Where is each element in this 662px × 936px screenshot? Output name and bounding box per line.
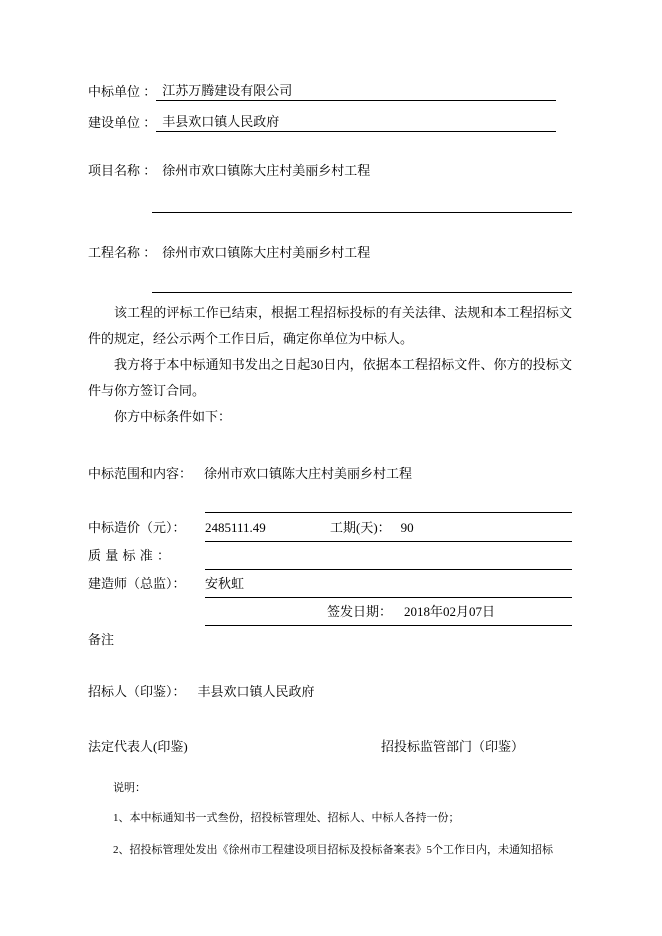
field-builder: [88, 575, 186, 593]
field-value: 丰县欢口镇人民政府: [156, 113, 556, 132]
field-label: 建设单位 ：: [88, 115, 157, 130]
field-project-name: [88, 162, 370, 180]
field-label: 项目名称 ：: [88, 163, 157, 178]
issue-date-value: 2018年02月07日: [404, 604, 496, 619]
tenderer-label: 招标人（印鉴）：: [88, 684, 186, 699]
quality-bottom-line: [205, 569, 572, 570]
field-issue-date: [327, 603, 495, 621]
field-quality: [88, 547, 171, 565]
field-label: 中标单位 ：: [88, 84, 157, 99]
signature-legal-rep-label: 法定代表人(印鉴): [88, 739, 188, 754]
paragraph-2: 我方将于本中标通知书发出之日起30日内，依据本工程招标文件、你方的投标文件与你方签订合同。: [88, 357, 572, 398]
scope-value: 徐州市欢口镇陈大庄村美丽乡村工程: [204, 466, 413, 481]
quality-label: 质 量 标 准 ：: [88, 548, 171, 563]
price-bottom-line: [205, 541, 572, 542]
duration-label: 工期(天)：: [330, 520, 391, 535]
notes-title: 说明：: [113, 782, 146, 794]
field-label: 工程名称 ：: [88, 245, 157, 260]
paragraph-1: 该工程的评标工作已结束，根据工程招标投标的有关法律、法规和本工程招标文件的规定，经公示两个工作日后，确定你单位为中标人。: [88, 305, 572, 346]
field-scope: [88, 465, 412, 483]
field-value: 江苏万腾建设有限公司: [156, 82, 556, 101]
notes-item-2: 2、招投标管理处发出《徐州市工程建设项目招标及投标备案表》5个工作日内，未通知招标: [113, 844, 553, 856]
price-value-wrap: [205, 519, 266, 537]
field-value: 徐州市欢口镇陈大庄村美丽乡村工程: [162, 163, 371, 178]
builder-bottom-line: [205, 597, 572, 598]
field-value: 徐州市欢口镇陈大庄村美丽乡村工程: [162, 245, 371, 260]
field-engineering-name-line: [152, 292, 572, 293]
field-price: [88, 519, 186, 537]
builder-label: 建造师（总监）：: [88, 576, 186, 591]
issue-date-bottom-line: [205, 625, 572, 626]
builder-value-wrap: [205, 575, 244, 593]
field-remark: [88, 631, 126, 649]
remark-label: 备注: [88, 632, 115, 647]
tenderer-value: 丰县欢口镇人民政府: [197, 684, 315, 699]
field-winning-bidder: [88, 82, 556, 101]
field-engineering-name: [88, 244, 370, 262]
signature-legal-rep: [88, 738, 188, 756]
issue-date-label: 签发日期：: [327, 604, 393, 619]
field-construction-unit: [88, 113, 556, 132]
signature-supervisor: [381, 738, 524, 756]
builder-value: 安秋虹: [205, 576, 245, 591]
field-duration: [330, 519, 414, 537]
scope-bottom-line: [205, 512, 572, 513]
duration-value: 90: [400, 520, 414, 535]
price-label: 中标造价（元）：: [88, 520, 186, 535]
notes-item-1: 1、本中标通知书一式叁份，招投标管理处、招标人、中标人各持一份；: [113, 812, 460, 824]
signature-supervisor-label: 招投标监管部门（印鉴）: [381, 739, 525, 754]
paragraph-3: 你方中标条件如下：: [114, 409, 232, 424]
price-value: 2485111.49: [205, 520, 266, 535]
scope-label: 中标范围和内容：: [88, 466, 193, 481]
field-blank-line: [152, 212, 572, 213]
field-tenderer: [88, 683, 315, 701]
